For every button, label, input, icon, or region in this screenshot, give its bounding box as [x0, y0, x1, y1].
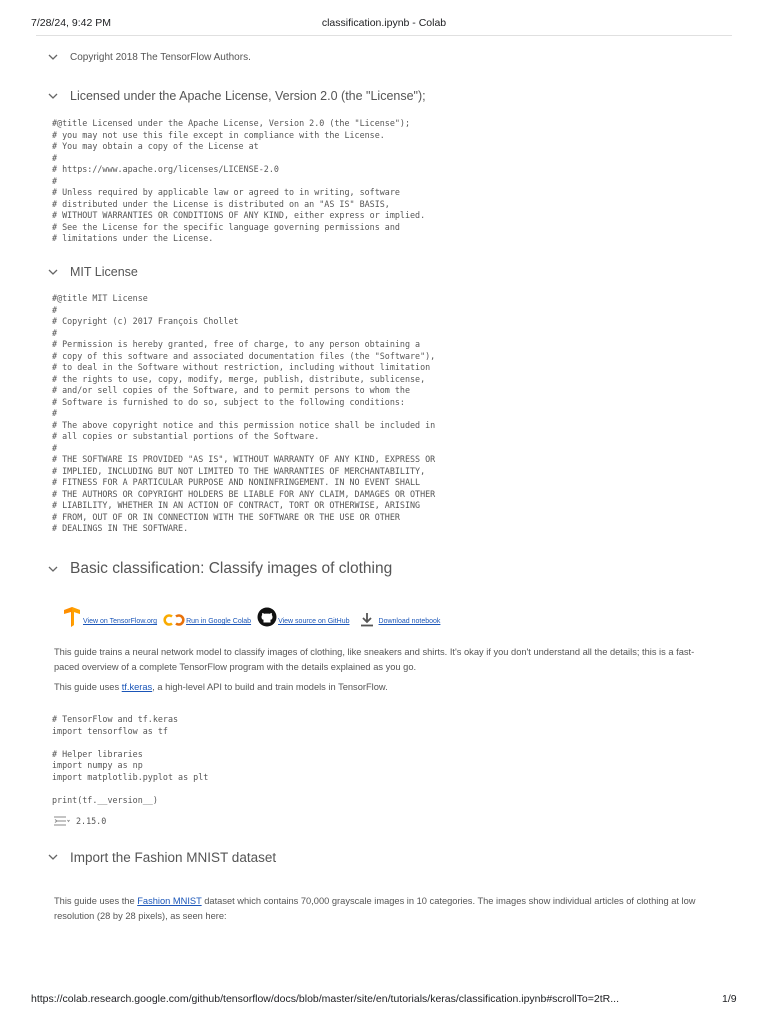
- link-download-notebook[interactable]: Download notebook: [378, 618, 441, 625]
- tensorflow-logo-icon: [62, 607, 82, 627]
- print-page-title: classification.ipynb - Colab: [321, 17, 447, 29]
- github-logo-icon: [257, 607, 277, 627]
- badge-github[interactable]: [257, 607, 349, 627]
- section-mit-license[interactable]: [48, 265, 138, 279]
- download-icon: [360, 612, 374, 627]
- colab-logo-icon: [163, 613, 185, 627]
- section-heading-fashion-mnist: Import the Fashion MNIST dataset: [70, 850, 277, 865]
- fashion-mnist-suffix: dataset which contains 70,000 grayscale images in 10 categories. The images show individual articles of clothing at low resolution (28 by 28 pixels), as seen here:: [54, 896, 696, 921]
- header-divider: [36, 35, 732, 36]
- link-view-source-github[interactable]: View source on GitHub: [278, 618, 350, 625]
- section-basic-classification[interactable]: [48, 560, 392, 578]
- code-cell-imports[interactable]: # TensorFlow and tf.keras import tensorflow as tf # Helper libraries import numpy as np import matplotlib.pyplot as plt print(tf.__version__): [52, 714, 209, 805]
- section-heading-mit: MIT License: [70, 265, 138, 279]
- link-run-in-colab[interactable]: Run in Google Colab: [186, 618, 252, 625]
- chevron-down-icon[interactable]: [48, 91, 58, 101]
- print-url: https://colab.research.google.com/github/tensorflow/docs/blob/master/site/en/tutorials/keras/classification.ipynb#scrollTo=2tR...: [31, 993, 619, 1005]
- section-apache-license[interactable]: [48, 89, 426, 103]
- section-copyright[interactable]: [48, 52, 251, 63]
- badge-tensorflow[interactable]: [62, 607, 157, 627]
- tf-keras-link[interactable]: tf.keras: [121, 682, 153, 692]
- link-view-on-tensorflow[interactable]: View on TensorFlow.org: [83, 618, 158, 625]
- tf-keras-suffix: , a high-level API to build and train models in TensorFlow.: [152, 682, 388, 692]
- badge-colab[interactable]: [163, 613, 251, 627]
- intro-paragraph: This guide trains a neural network model to classify images of clothing, like sneakers and shirts. It's okay if you don't understand all the details; this is a fast-paced overview of a complete TensorFlow program with the details explained as you go.: [54, 647, 695, 672]
- badge-download[interactable]: [360, 612, 441, 627]
- chevron-down-icon[interactable]: [48, 853, 58, 863]
- tf-keras-paragraph: [54, 680, 714, 695]
- output-toggle-icon[interactable]: [52, 815, 70, 827]
- fashion-mnist-link[interactable]: Fashion MNIST: [137, 896, 202, 906]
- print-datetime: 7/28/24, 9:42 PM: [31, 17, 111, 29]
- page-number: 1/9: [722, 993, 737, 1005]
- chevron-down-icon[interactable]: [48, 53, 58, 63]
- section-import-fashion-mnist[interactable]: [48, 850, 276, 865]
- fashion-mnist-paragraph: [54, 894, 714, 924]
- output-text: 2.15.0: [76, 816, 107, 826]
- section-heading-apache: Licensed under the Apache License, Version 2.0 (the "License");: [70, 89, 426, 103]
- chevron-down-icon[interactable]: [48, 564, 58, 574]
- tf-keras-prefix: This guide uses: [54, 682, 122, 692]
- notebook-badges: [62, 605, 446, 627]
- section-heading-basic-classification: Basic classification: Classify images of clothing: [70, 560, 393, 577]
- code-cell-apache-license[interactable]: #@title Licensed under the Apache License, Version 2.0 (the "License"); # you may not use this file except in compliance with the License. # You may obtain a copy of the License at # # https://www.apache.org/licenses/LICENSE-2.0 # # Unless required by applicable law or agreed to in writing, software # distributed under the License is distributed on an "AS IS" BASIS, # WITHOUT WARRANTIES OR CONDITIONS OF ANY KIND, either express or implied. # See the License for the specific language governing permissions and # limitations under the License.: [52, 118, 426, 243]
- chevron-down-icon[interactable]: [48, 267, 58, 277]
- code-cell-mit-license[interactable]: #@title MIT License # # Copyright (c) 2017 François Chollet # # Permission is hereby granted, free of charge, to any person obtaining a # copy of this software and associated documentation files (the "Software"), # to deal in the Software without restriction, including without limitation # the rights to use, copy, modify, merge, publish, distribute, sublicense, # and/or sell copies of the Software, and to permit persons to whom the # Software is furnished to do so, subject to the following conditions: # # The above copyright notice and this permission notice shall be included in # all copies or substantial portions of the Software. # # THE SOFTWARE IS PROVIDED "AS IS", WITHOUT WARRANTY OF ANY KIND, EXPRESS OR # IMPLIED, INCLUDING BUT NOT LIMITED TO THE WARRANTIES OF MERCHANTABILITY, # FITNESS FOR A PARTICULAR PURPOSE AND NONINFRINGEMENT. IN NO EVENT SHALL # THE AUTHORS OR COPYRIGHT HOLDERS BE LIABLE FOR ANY CLAIM, DAMAGES OR OTHER # LIABILITY, WHETHER IN AN ACTION OF CONTRACT, TORT OR OTHERWISE, ARISING # FROM, OUT OF OR IN CONNECTION WITH THE SOFTWARE OR THE USE OR OTHER # DEALINGS IN THE SOFTWARE.: [52, 293, 436, 533]
- section-heading-copyright: Copyright 2018 The TensorFlow Authors.: [70, 52, 251, 63]
- fashion-mnist-prefix: This guide uses the: [54, 896, 138, 906]
- print-header: [0, 17, 768, 31]
- cell-output: [52, 815, 106, 827]
